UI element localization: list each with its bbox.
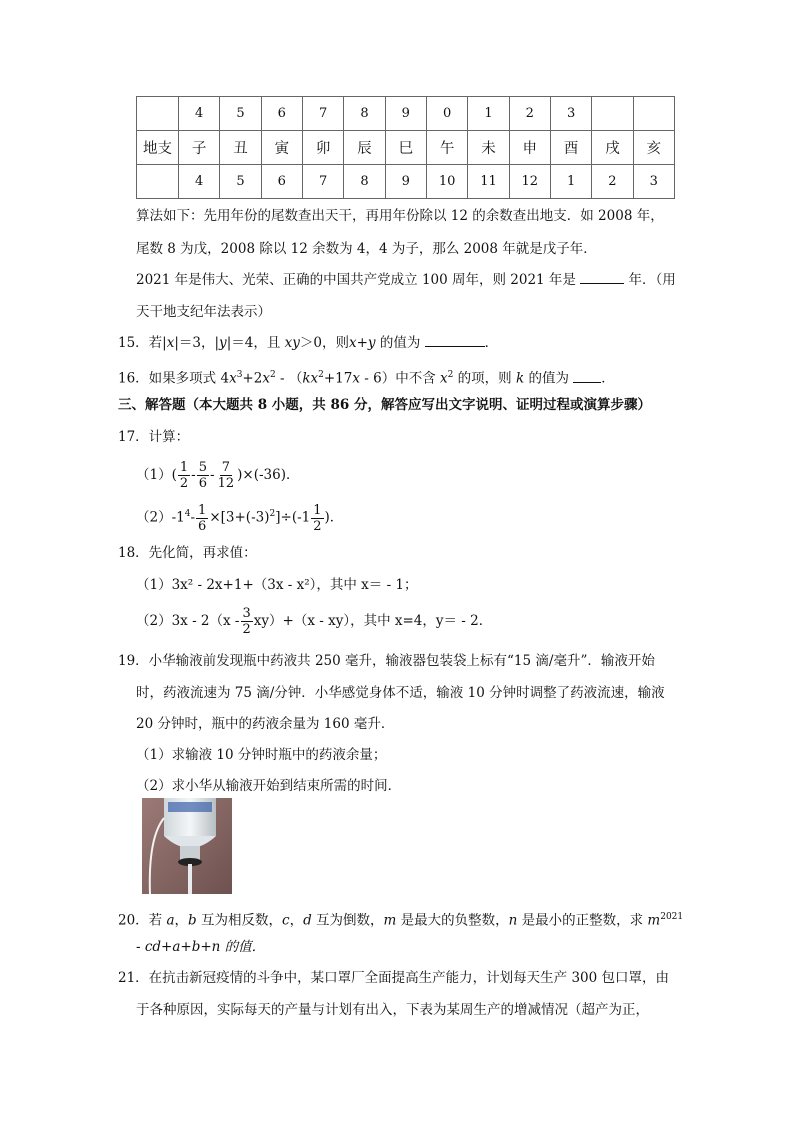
question-21-line-1: 21．在抗击新冠疫情的斗争中，某口罩厂全面提高生产能力，计划每天生产 300 包口罩，由 xyxy=(118,970,670,986)
question-19-sub-2: （2）求小华从输液开始到结束所需的时间． xyxy=(136,778,402,794)
question-15: 15．若|x|＝3，|y|＝4，且 xy＞0，则x+y 的值为 ． xyxy=(118,335,499,351)
answer-blank[interactable] xyxy=(573,369,601,383)
question-19-line-1: 19．小华输液前发现瓶中药液共 250 毫升，输液器包装袋上标有“15 滴/毫升”．输液开始 xyxy=(118,653,655,669)
question-18-part-2: （2）3x - 2（x - $\frac{3}{2}$ xy）+（x - xy），其中 x=4，y＝ - 2． xyxy=(136,606,493,637)
table-row: 地支 子 丑 寅 卯 辰 巳 午 未 申 酉 戌 亥 xyxy=(137,131,675,165)
question-17-part-2: $(2)-1^4-$ $\frac{1}{6}$ $\times[3+(-3)^2]\div(-1$ $\frac{1}{2}$ )． xyxy=(136,502,344,534)
question-18-title: 18．先化简，再求值： xyxy=(118,545,257,561)
question-20-line-2: - cd+a+b+n 的值． xyxy=(136,939,266,955)
question-19-line-3: 20 分钟时，瓶中的药液余量为 160 毫升． xyxy=(136,716,395,732)
iv-drip-bottle-image xyxy=(142,798,232,894)
question-19-sub-1: （1）求输液 10 分钟时瓶中的药液余量； xyxy=(136,747,387,763)
question-19-line-2: 时，药液流速为 75 滴/分钟．小华感觉身体不适，输液 10 分钟时调整了药液流速，输液 xyxy=(136,685,665,701)
algo-line-2: 尾数 8 为戊，2008 除以 12 余数为 4，4 为子，那么 2008 年就是戊子年． xyxy=(136,241,597,257)
table-row: 4 5 6 7 8 9 10 11 12 1 2 3 xyxy=(137,165,675,199)
algo-line-3: 2021 年是伟大、光荣、正确的中国共产党成立 100 周年，则 2021 年是 年．（用 xyxy=(136,272,676,288)
answer-blank[interactable] xyxy=(425,333,485,347)
question-16: 16．如果多项式 $4x^3+2x^2 - (kx^2+17x - 6)$中不含 $x^2$ 的项，则 k 的值为 ． xyxy=(118,370,615,387)
earthly-branch-table xyxy=(136,96,675,199)
algo-line-1: 算法如下：先用年份的尾数查出天干，再用年份除以 12 的余数查出地支．如 2008 年， xyxy=(136,208,664,224)
question-17-part-1: （1）( $\frac{1}{2}$ - $\frac{5}{6}$ - $\frac{7}{12}$ )×(-36)． xyxy=(136,460,300,491)
table-row: 4 5 6 7 8 9 0 1 2 3 xyxy=(137,97,675,131)
section-heading: 三、解答题（本大题共 8 小题，共 86 分，解答应写出文字说明、证明过程或演算步骤） xyxy=(118,397,651,413)
question-21-line-2: 于各种原因，实际每天的产量与计划有出入，下表为某周生产的增减情况（超产为正， xyxy=(136,1002,649,1018)
answer-blank[interactable] xyxy=(580,270,624,284)
question-20-line-1: 20．若 a，b 互为相反数，c，d 互为倒数，m 是最大的负整数，n 是最小的正整数，求 $m^{2021}$ xyxy=(118,912,684,929)
question-18-part-1: （1）3x² - 2x+1+（3x - x²），其中 x＝ - 1； xyxy=(136,577,418,593)
algo-line-4: 天干地支纪年法表示） xyxy=(136,304,271,320)
question-17-title: 17．计算： xyxy=(118,429,190,445)
